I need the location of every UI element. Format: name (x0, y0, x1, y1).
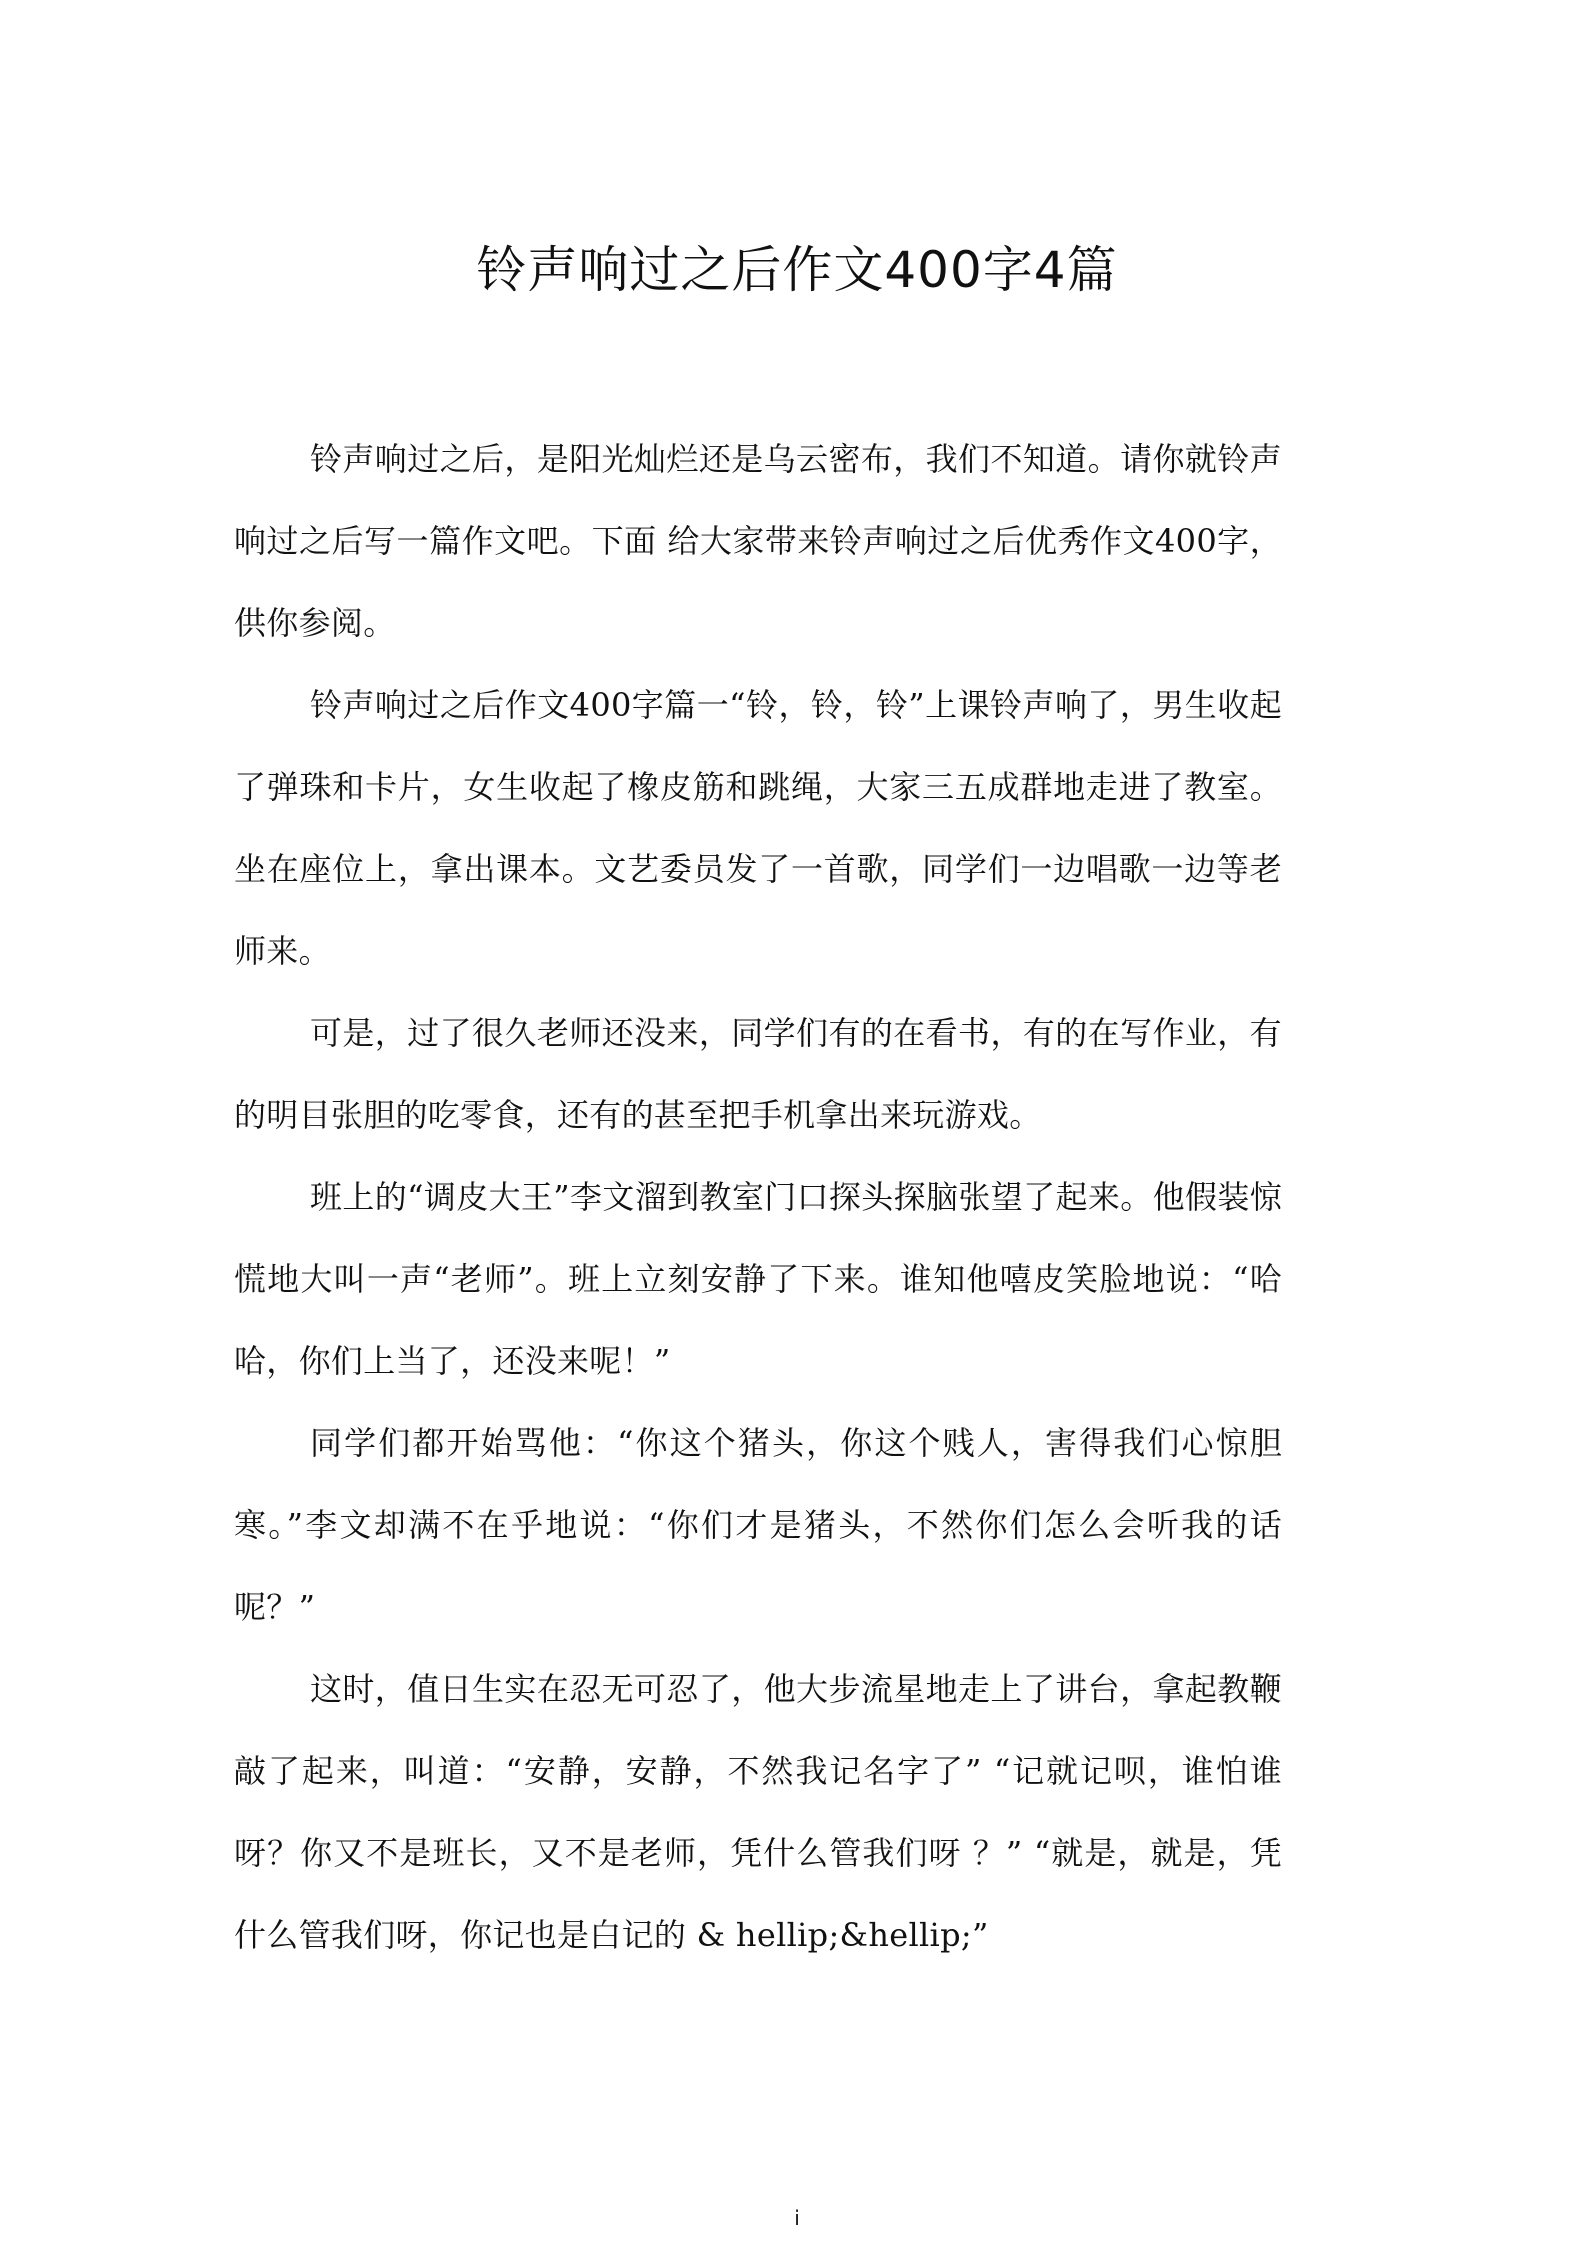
paragraph-teacher-late: 可是，过了很久老师还没来，同学们有的在看书，有的在写作业，有的明目张胆的吃零食，还有的甚至把手机拿出来玩游戏。 (234, 1014, 1282, 1134)
paragraph-monitor-on-duty: 这时，值日生实在忍无可忍了，他大步流星地走上了讲台，拿起教鞭敲了起来，叫道：“安静，安静，不然我记名字了” “记就记呗，谁怕谁呀？你又不是班长，又不是老师，凭什么管我们呀 ？” “就是，就是，凭什么管我们呀，你记也是白记的 & hellip;&hellip;” (234, 1670, 1282, 1954)
page-number: i (794, 2206, 800, 2230)
paragraph-prank: 班上的“调皮大王”李文溜到教室门口探头探脑张望了起来。他假装惊慌地大叫一声“老师”。班上立刻安静了下来。谁知他嘻皮笑脸地说：“哈哈，你们上当了，还没来呢！” (234, 1178, 1282, 1380)
document-body (234, 418, 1282, 1976)
paragraph-bell-rings: 铃声响过之后作文400字篇一“铃，铃，铃”上课铃声响了，男生收起了弹珠和卡片，女生收起了橡皮筋和跳绳，大家三五成群地走进了教室。坐在座位上，拿出课本。文艺委员发了一首歌，同学们一边唱歌一边等老师来。 (234, 686, 1282, 970)
paragraph-intro: 铃声响过之后，是阳光灿烂还是乌云密布，我们不知道。请你就铃声响过之后写一篇作文吧。下面 给大家带来铃声响过之后优秀作文400字，供你参阅。 (234, 440, 1282, 642)
paragraph-classmates-scold: 同学们都开始骂他：“你这个猪头，你这个贱人，害得我们心惊胆寒。”李文却满不在乎地说：“你们才是猪头，不然你们怎么会听我的话呢？” (234, 1424, 1282, 1626)
document-title: 铃声响过之后作文400字4篇 (476, 241, 1118, 299)
